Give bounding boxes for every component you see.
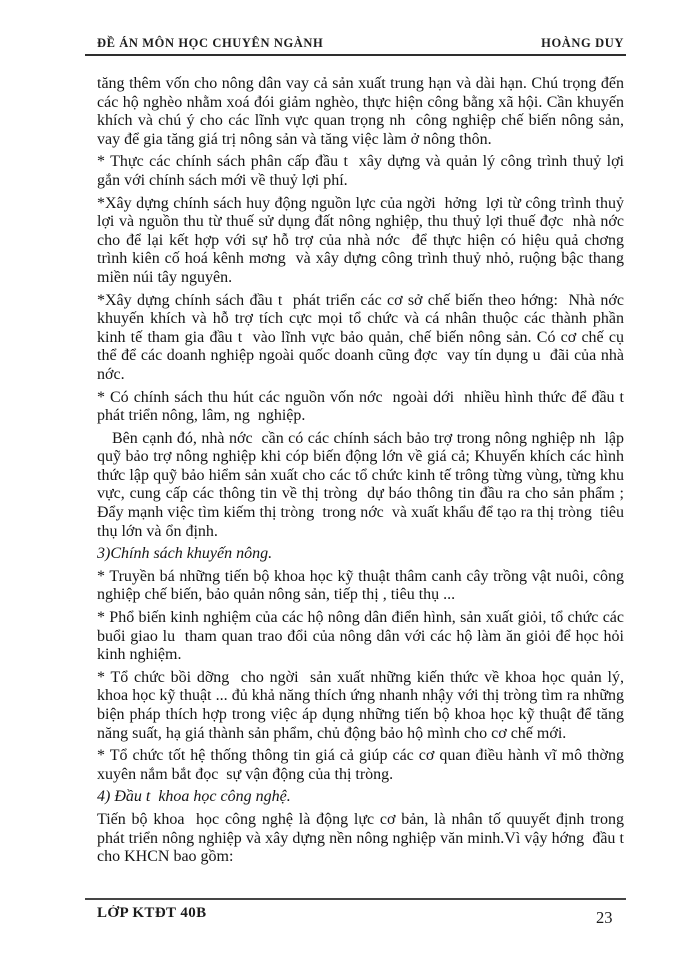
footer-divider: [85, 898, 626, 900]
paragraph: Bên cạnh đó, nhà nớc cần có các chính sách bảo trợ trong nông nghiệp nh lập quỹ bảo trợ nông nghiệp khi cóp biến động lớn về giá cả; Khuyến khích các hình thức lập quỹ bảo hiểm sản xuất cho các tổ chức kinh tế trông từng vùng, từng khu vực, cung cấp các thông tin về thị tròng dự báo thông tin đầu ra cho sản phẩm ; Đẩy mạnh việc tìm kiếm thị tròng trong nớc và xuất khẩu để tạo ra thị tròng tiêu thụ lớn và ổn định.: [97, 429, 628, 540]
paragraph: *Xây dựng chính sách huy động nguồn lực của ngời hởng lợi từ công trình thuỷ lợi và nguồn thu từ thuế sử dụng đất nông nghiệp, thu thuỷ lợi thuế đợc nhà nớc cho để lại kết hợp với sự hỗ trợ của nhà nớc để thực hiện có hiệu quả chơng trình kiên cố hoá kênh mơng và xây dựng công trình thuỷ nhỏ, ruộng bậc thang miền núi tây nguyên.: [97, 194, 632, 286]
page-number: 23: [596, 908, 613, 927]
header-title: ĐỀ ÁN MÔN HỌC CHUYÊN NGÀNH: [97, 36, 324, 50]
paragraph: * Truyền bá những tiến bộ khoa học kỹ thuật thâm canh cây trồng vật nuôi, công nghiệp chế biến, bảo quản nông sản, tiếp thị , tiêu thụ ...: [97, 567, 628, 604]
paragraph: *Xây dựng chính sách đầu t phát triển các cơ sở chế biến theo hớng: Nhà nớc khuyến khích và hỗ trợ tích cực mọi tổ chức và cá nhân thuộc các thành phần kinh tế tham gia đầu t vào lĩnh vực bảo quản, chế biến nông sản. Có cơ chế cụ thể để các doanh nghiệp ngoài quốc doanh cũng đợc vay tín dụng u đãi của nhà nớc.: [97, 291, 632, 383]
page-header: [97, 36, 624, 51]
paragraph: * Tổ chức tốt hệ thống thông tin giá cả giúp các cơ quan điều hành vĩ mô thờng xuyên nắm bắt đọc sự vận động của thị tròng.: [97, 747, 632, 783]
header-divider: [85, 54, 626, 56]
paragraph: * Phổ biến kinh nghiệm của các hộ nông dân điển hình, sản xuất giỏi, tổ chức các buổi giao lu tham quan trao đổi của nông dân với các hộ làm ăn giỏi để học hỏi kinh nghiệm.: [97, 609, 628, 664]
section-heading: 4) Đầu t khoa học công nghệ.: [97, 788, 291, 806]
footer-class-label: [97, 905, 207, 920]
paragraph: tăng thêm vốn cho nông dân vay cả sản xuất trung hạn và dài hạn. Chú trọng đến các hộ nghèo nhằm xoá đói giảm nghèo, thực hiện công bằng xã hội. Cần khuyến khích và chú ý cho các lĩnh vực quan trọng nh công nghiệp chế biến nông sản, vay để gia tăng giá trị nông sản và tăng việc làm ở nông thôn.: [97, 75, 628, 148]
paragraph: * Tổ chức bồi dỡng cho ngời sản xuất những kiến thức về khoa học quản lý, khoa học kỹ thuật ... đủ khả năng thích ứng nhanh nhậy với thị tròng tìm ra những biện pháp thích hợp trong việc áp dụng những tiến bộ khoa học kỹ thuật để tăng năng suất, hạ giá thành sản phẩm, chủ động bảo hộ mình cho cơ chế mới.: [97, 668, 628, 742]
document-body: [97, 75, 632, 867]
footer-class-label-text: LỚP KTĐT 40B: [97, 905, 207, 920]
paragraph: * Có chính sách thu hút các nguồn vốn nớc ngoài dới nhiều hình thức để đầu t phát triển nông, lâm, ng nghiệp.: [97, 388, 632, 425]
paragraph: * Thực các chính sách phân cấp đầu t xây dựng và quản lý công trình thuỷ lợi gắn với chính sách mới về thuỷ lợi phí.: [97, 153, 628, 189]
paragraph: Tiến bộ khoa học công nghệ là động lực cơ bản, là nhân tố quuyết định trong phát triển nông nghiệp và xây dựng nền nông nghiệp văn minh.Vì vậy hớng đầu t cho KHCN bao gồm:: [97, 810, 632, 866]
header-author: HOÀNG DUY: [541, 36, 624, 50]
section-heading: 3)Chính sách khuyến nông.: [97, 545, 273, 563]
